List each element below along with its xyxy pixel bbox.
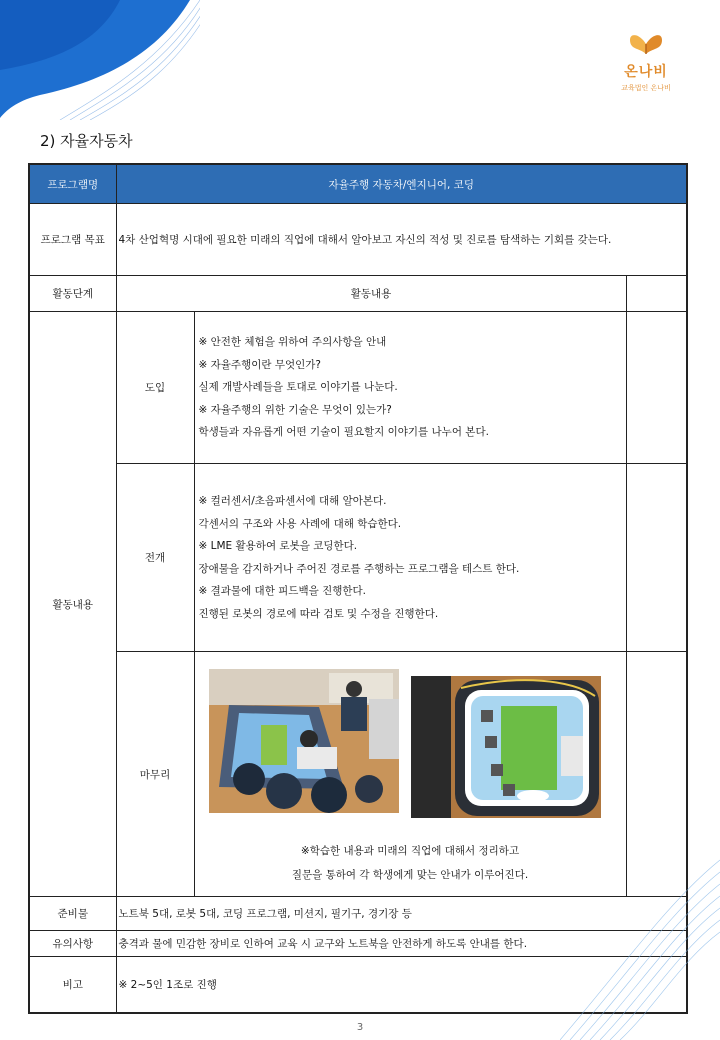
materials-value: 노트북 5대, 로봇 5대, 코딩 프로그램, 미션지, 필기구, 경기장 등 [116, 897, 687, 931]
develop-line: 진행된 로봇의 경로에 따라 검토 및 수정을 진행한다. [198, 607, 439, 620]
logo-subtitle: 교육법인 온나비 [621, 84, 671, 92]
program-name-label: 프로그램명 [29, 164, 116, 204]
decorative-wave-bottom [560, 840, 720, 1040]
stage-develop-content [194, 464, 626, 652]
activity-content-header: 활동내용 [116, 276, 626, 312]
stage-wrap-label: 마무리 [116, 652, 194, 897]
blank-cell [626, 276, 687, 312]
activity-label: 활동내용 [29, 312, 116, 897]
materials-label: 준비물 [29, 897, 116, 931]
intro-line: ※ 안전한 체험을 위하여 주의사항을 안내 [198, 336, 387, 349]
blank-cell [626, 312, 687, 464]
section-title: 2) 자율자동차 [40, 132, 133, 150]
stage-develop-label: 전개 [116, 464, 194, 652]
wrap-caption-line: ※학습한 내용과 미래의 직업에 대해서 정리하고 [300, 845, 520, 857]
decorative-wave-top [0, 0, 200, 120]
stage-intro-label: 도입 [116, 312, 194, 464]
logo-name: 온나비 [624, 64, 668, 80]
cautions-value: 충격과 물에 민감한 장비로 인하여 교육 시 교구와 노트북을 안전하게 하도록 안내를 한다. [116, 931, 687, 957]
develop-line: 각센서의 구조와 사용 사례에 대해 학습한다. [198, 517, 402, 530]
intro-line: 학생들과 자유롭게 어떤 기술이 필요할지 이야기를 나누어 본다. [198, 426, 489, 439]
stage-intro-content [194, 312, 626, 464]
intro-line: ※ 자율주행의 위한 기술은 무엇이 있는가? [198, 403, 392, 416]
classroom-photo [209, 669, 399, 813]
notes-value: ※ 2~5인 1조로 진행 [116, 957, 687, 1013]
program-goal-label: 프로그램 목표 [29, 204, 116, 276]
intro-line: 실제 개발사례들을 토대로 이야기를 나눈다. [198, 381, 398, 394]
robot-track-photo [411, 676, 601, 818]
notes-label: 비고 [29, 957, 116, 1013]
wrap-caption-line: 질문을 통하여 각 학생에게 맞는 안내가 이루어진다. [291, 869, 529, 881]
butterfly-icon [626, 28, 666, 56]
onnabi-logo [606, 28, 686, 93]
program-name-value: 자율주행 자동차/엔지니어, 코딩 [116, 164, 687, 204]
develop-line: 장애물을 감지하거나 주어진 경로를 주행하는 프로그램을 테스트 한다. [198, 562, 520, 575]
develop-line: ※ 컬러센서/초음파센서에 대해 알아본다. [198, 495, 387, 507]
intro-line: ※ 자율주행이란 무엇인가? [198, 358, 321, 371]
page-number: 3 [356, 1022, 364, 1033]
cautions-label: 유의사항 [29, 931, 116, 957]
program-goal-value: 4차 산업혁명 시대에 필요한 미래의 직업에 대해서 알아보고 자신의 적성 및 진로를 탐색하는 기회를 갖는다. [116, 204, 687, 276]
blank-cell [626, 464, 687, 652]
develop-line: ※ 결과물에 대한 피드백을 진행한다. [198, 585, 366, 597]
develop-line: ※ LME 활용하여 로봇을 코딩한다. [198, 540, 358, 552]
activity-stage-header: 활동단계 [29, 276, 116, 312]
